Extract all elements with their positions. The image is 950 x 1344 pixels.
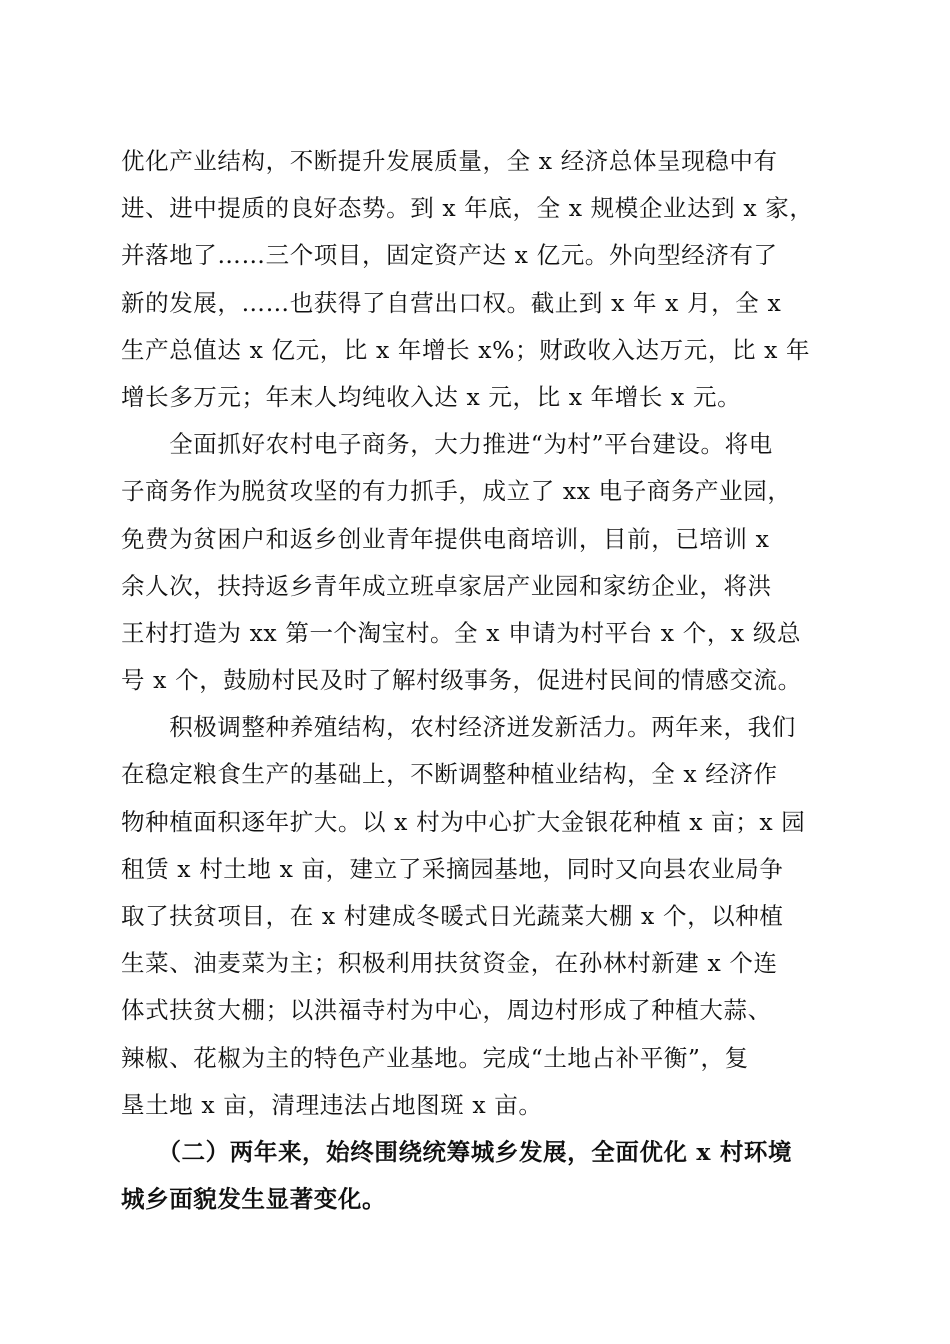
- paragraph-economy: [121, 138, 827, 421]
- text-line: 辣椒、花椒为主的特色产业基地。完成“土地占补平衡”，复: [121, 1043, 749, 1072]
- text-line: 生菜、油麦菜为主；积极利用扶贫资金，在孙林村新建 x 个连: [121, 949, 778, 978]
- text-line: 王村打造为 xx 第一个淘宝村。全 x 申请为村平台 x 个，x 级总: [121, 618, 802, 647]
- text-line: 进、进中提质的良好态势。到 x 年底，全 x 规模企业达到 x 家，: [121, 194, 814, 223]
- text-line: 增长多万元；年末人均纯收入达 x 元，比 x 年增长 x 元。: [121, 382, 742, 411]
- text-line: 优化产业结构，不断提升发展质量，全 x 经济总体呈现稳中有: [121, 147, 778, 175]
- paragraph-ecommerce: [121, 421, 827, 704]
- text-line: 免费为贫困户和返乡创业青年提供电商培训，目前，已培训 x: [121, 524, 770, 553]
- text-line: 新的发展，……也获得了自营出口权。截止到 x 年 x 月，全 x: [121, 288, 782, 317]
- heading-line: 城乡面貌发生显著变化。: [121, 1185, 387, 1214]
- text-line: 生产总值达 x 亿元，比 x 年增长 x%；财政收入达万元，比 x 年: [121, 335, 811, 364]
- text-line: 物种植面积逐年扩大。以 x 村为中心扩大金银花种植 x 亩；x 园: [121, 807, 806, 836]
- paragraph-agriculture: [121, 704, 827, 1129]
- text-line: 取了扶贫项目，在 x 村建成冬暖式日光蔬菜大棚 x 个，以种植: [121, 902, 784, 930]
- text-line: 并落地了……三个项目，固定资产达 x 亿元。外向型经济有了: [121, 241, 778, 270]
- text-line: 号 x 个，鼓励村民及时了解村级事务，促进村民间的情感交流。: [121, 666, 802, 695]
- text-line: 体式扶贫大棚；以洪福寺村为中心，周边村形成了种植大蒜、: [121, 996, 772, 1025]
- heading-line: （二）两年来，始终围绕统筹城乡发展，全面优化 x 村环境: [121, 1137, 793, 1166]
- text-line: 全面抓好农村电子商务，大力推进“为村”平台建设。将电: [121, 430, 773, 459]
- text-line: 余人次，扶持返乡青年成立班卓家居产业园和家纺企业，将洪: [121, 571, 772, 600]
- text-line: 租赁 x 村土地 x 亩，建立了采摘园基地，同时又向县农业局争: [121, 854, 784, 883]
- document-body: [121, 138, 827, 1223]
- text-line: 积极调整种养殖结构，农村经济迸发新活力。两年来，我们: [121, 713, 796, 742]
- text-line: 垦土地 x 亩，清理违法占地图斑 x 亩。: [121, 1090, 543, 1119]
- section-heading: [121, 1129, 827, 1223]
- text-line: 子商务作为脱贫攻坚的有力抓手，成立了 xx 电子商务产业园，: [121, 477, 792, 506]
- text-line: 在稳定粮食生产的基础上，不断调整种植业结构，全 x 经济作: [121, 760, 778, 789]
